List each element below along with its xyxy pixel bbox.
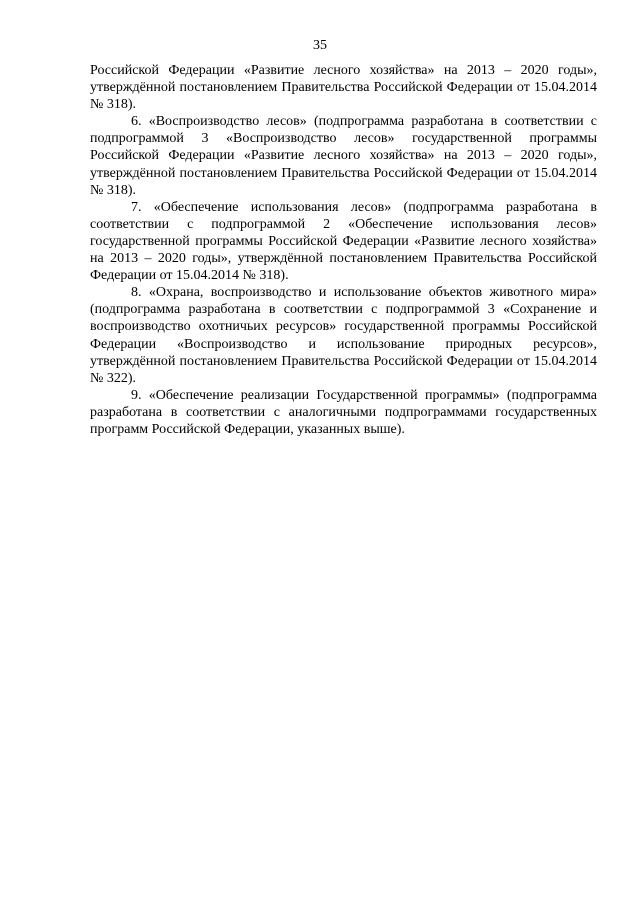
body-text [90,62,597,438]
paragraph-item-7: 7. «Обеспечение использования лесов» (подпрограмма разработана в соответствии с подпрограммой 2 «Обеспечение использования лесов» государственной программы Российской Федерации «Развитие лесного хозяйства» на 2013 – 2020 годы», утверждённой постановлением Правительства Российской Федерации от 15.04.2014 № 318). [90,199,597,284]
paragraph-item-6: 6. «Воспроизводство лесов» (подпрограмма разработана в соответствии с подпрограммой 3 «Воспроизводство лесов» государственной программы Российской Федерации «Развитие лесного хозяйства» на 2013 – 2020 годы», утверждённой постановлением Правительства Российской Федерации от 15.04.2014 № 318). [90,114,597,198]
paragraph-item-8: 8. «Охрана, воспроизводство и использование объектов животного мира» (подпрограмма разработана в соответствии с подпрограммой 3 «Сохранение и воспроизводство охотничьих ресурсов» государственной программы Российской Федерации «Воспроизводство и использование природных ресурсов», утверждённой постановлением Правительства Российской Федерации от 15.04.2014 № 322). [90,285,597,386]
page-number: 35 [313,38,327,53]
paragraph-continuation: Российской Федерации «Развитие лесного хозяйства» на 2013 – 2020 годы», утверждённой постановлением Правительства Российской Федерации от 15.04.2014 № 318). [90,63,597,113]
paragraph-item-9: 9. «Обеспечение реализации Государственной программы» (подпрограмма разработана в соответствии с аналогичными подпрограммами государственных программ Российской Федерации, указанных выше). [90,387,597,437]
